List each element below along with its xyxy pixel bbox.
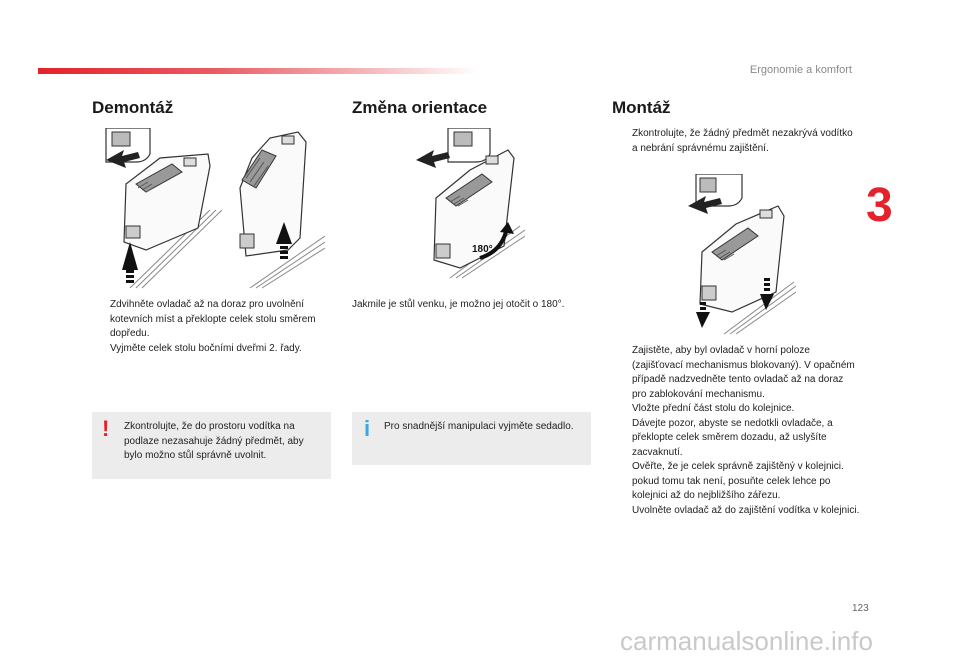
info-text: Pro snadnější manipulaci vyjměte sedadlo. (384, 421, 574, 432)
chapter-number: 3 (866, 179, 893, 232)
removal-steps (92, 298, 340, 356)
orientation-title: Změna orientace (352, 98, 488, 117)
mounting-intro-steps (614, 127, 854, 156)
list-item: Zdvihněte ovladač až na doraz pro uvolnění kotevních míst a překlopte celek stolu směrem dopředu. (110, 299, 316, 339)
info-icon: i (364, 416, 371, 441)
removal-title: Demontáž (92, 98, 174, 117)
section-label: Ergonomie a komfort (749, 64, 852, 76)
warning-text: Zkontrolujte, že do prostoru vodítka na podlaze nezasahuje žádný předmět, aby bylo možno stůl správně uvolnit. (124, 421, 304, 461)
orientation-illustration (410, 128, 525, 280)
mounting-illustration (686, 174, 796, 336)
warning-note (92, 412, 331, 479)
list-item: Dávejte pozor, abyste se nedotkli ovladače, a překlopte celek směrem dozadu, až uslyšíte zacvaknutí. (632, 417, 833, 458)
rotation-label: 180° (472, 244, 493, 255)
list-item: Vyjměte celek stolu bočními dveřmi 2. řady. (110, 342, 302, 354)
header-accent-bar (38, 68, 478, 74)
list-item: Zkontrolujte, že žádný předmět nezakrývá vodítko a nebrání správnému zajištění. (632, 128, 853, 154)
removal-illustration (100, 128, 325, 290)
warning-icon: ! (102, 416, 110, 441)
watermark: carmanualsonline.info (620, 626, 873, 656)
mounting-title: Montáž (612, 98, 671, 117)
mounting-steps (614, 344, 860, 518)
list-item: Ověřte, že je celek správně zajištěný v kolejnici. pokud tomu tak není, posuňte celek lehce po kolejnici až do nejbližšího zářezu. (632, 461, 844, 501)
list-item: Zajistěte, aby byl ovladač v horní poloze (zajišťovací mechanismus blokovaný). V opačném případě nadzvedněte tento ovladač až na doraz pro zablokování mechanismu. (632, 345, 855, 400)
page-number: 123 (852, 603, 869, 614)
info-note (352, 412, 591, 465)
list-item: Vložte přední část stolu do kolejnice. (632, 403, 795, 414)
orientation-text: Jakmile je stůl venku, je možno jej otočit o 180°. (352, 299, 565, 310)
list-item: Uvolněte ovladač až do zajištění vodítka v kolejnici. (632, 504, 860, 516)
